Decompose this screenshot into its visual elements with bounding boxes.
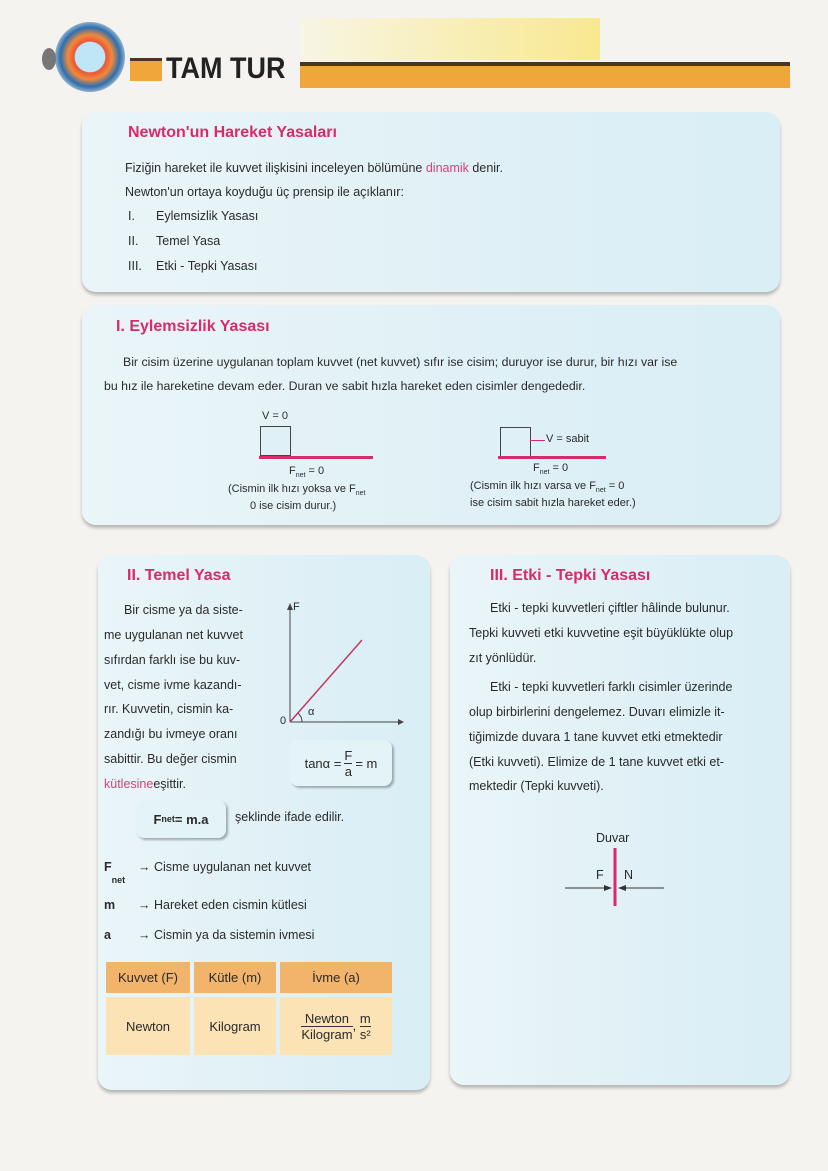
text: = 0 [549, 462, 569, 474]
text: net [161, 814, 175, 824]
intro-list-item [128, 209, 258, 223]
text-line: zandığı bu ivmeye oranı [104, 727, 238, 741]
text-line: me uygulanan net kuvvet [104, 628, 243, 642]
text: = m.a [174, 811, 209, 827]
units-table [102, 958, 396, 1059]
force-arrowhead [604, 885, 612, 891]
table-header: İvme (a) [280, 962, 392, 993]
header-accent-block [130, 58, 162, 81]
text: denir. [472, 161, 504, 175]
inertia-text-1: Bir cisim üzerine uygulanan toplam kuvvet (net kuvvet) sıfır ise cisim; duruyor ise durur, bir hızı var ise [123, 355, 678, 369]
inertia-title: I. Eylemsizlik Yasası [116, 318, 270, 335]
fraction [301, 1011, 352, 1042]
label: Temel Yasa [156, 234, 221, 248]
description: → Cismin ya da sistemin ivmesi [138, 928, 315, 942]
action-reaction-title: III. Etki - Tepki Yasası [490, 567, 651, 584]
normal-label: N [624, 868, 634, 882]
force-acceleration-graph [270, 600, 410, 730]
normal-arrowhead [618, 885, 626, 891]
wall-force-diagram [560, 848, 670, 908]
fnet-zero-left [289, 465, 324, 479]
legend-item [104, 928, 315, 942]
text: F [533, 462, 540, 474]
caption-right-2: ise cisim sabit hızla hareket eder.) [470, 497, 636, 509]
text-line: Bir cisme ya da siste- [124, 603, 243, 617]
num: III. [128, 259, 142, 273]
table-row [106, 997, 392, 1055]
text-line: olup birbirlerini dengelemez. Duvarı elimizle it- [469, 705, 725, 719]
formula-caption: şeklinde ifade edilir. [235, 810, 345, 824]
angle-arc [298, 713, 302, 722]
legend-item [104, 898, 307, 912]
text: net [295, 472, 306, 480]
highlight-term: kütlesine [104, 777, 154, 791]
text-line [104, 777, 186, 791]
caption-right-1 [470, 480, 624, 494]
fraction [344, 748, 352, 779]
graph-angle: α [308, 706, 315, 718]
header-glow [300, 18, 600, 60]
intro-title: Newton'un Hareket Yasaları [128, 124, 337, 141]
tan-formula [290, 740, 392, 786]
text: (Cismin ilk hızı varsa ve F [470, 480, 596, 492]
inertia-box [82, 305, 780, 525]
description: → Cisme uygulanan net kuvvet [138, 860, 312, 874]
v-zero-label: V = 0 [262, 410, 288, 422]
intro-list-item [128, 234, 220, 248]
wall-label: Duvar [596, 831, 630, 845]
graph-y-label: F [293, 601, 300, 613]
text: eşittir. [153, 777, 186, 791]
legend-item [104, 860, 312, 885]
text: F [153, 811, 162, 827]
table-header-row [106, 962, 392, 993]
text-line: zıt yönlüdür. [469, 651, 537, 665]
text: F [344, 747, 353, 763]
text-line: tiğimizde duvara 1 tane kuvvet etki etmektedir [469, 730, 723, 744]
intro-line-1 [125, 161, 503, 175]
text: = 0 [605, 480, 625, 492]
intro-line-2: Newton'un ortaya koyduğu üç prensip ile açıklanır: [125, 185, 404, 199]
text: net [539, 469, 550, 477]
fnet-zero-right [533, 462, 568, 476]
text: m [359, 1010, 371, 1026]
text: Fiziğin hareket ile kuvvet ilişkisini inceleyen bölümüne [125, 161, 423, 175]
intro-list-item [128, 259, 257, 273]
text: a [344, 763, 352, 779]
fraction [360, 1011, 371, 1042]
text: (Cismin ilk hızı yoksa ve F [228, 483, 356, 495]
symbol: F [104, 860, 112, 874]
table-cell: Kilogram [194, 997, 276, 1055]
table-cell-accel-units: $\frac{\text{Newton}}{\text{Kilogram}}$ , $\frac{m}{\text{s²}}$ [280, 997, 392, 1055]
header-title: TAM TUR [166, 52, 286, 85]
newton-second-law-formula [136, 800, 226, 838]
block-at-rest [260, 426, 291, 456]
text-line: sabittir. Bu değer cismin [104, 752, 237, 766]
text-line: Etki - tepki kuvvetleri çiftler hâlinde bulunur. [490, 601, 730, 615]
inertia-text-2: bu hız ile hareketine devam eder. Duran ve sabit hızla hareket eden cisimler dengededir. [104, 379, 586, 393]
caption-left-2: 0 ise cisim durur.) [250, 500, 337, 512]
symbol: m [104, 898, 116, 912]
table-header: Kütle (m) [194, 962, 276, 993]
caption-left-1 [228, 483, 365, 497]
header-bar [300, 62, 790, 88]
text-line: vet, cisme ivme kazandı- [104, 678, 242, 692]
text: tanα = [304, 755, 342, 771]
basic-law-title: II. Temel Yasa [127, 567, 231, 584]
text-line: Tepki kuvveti etki kuvvetine eşit büyüklükte olup [469, 626, 734, 640]
graph-origin: 0 [280, 715, 287, 727]
text: Kilogram [301, 1026, 353, 1042]
ground-line [498, 456, 606, 459]
v-sabit-label: V = sabit [546, 433, 590, 445]
text-line: mektedir (Tepki kuvveti). [469, 779, 604, 793]
text: net [595, 487, 606, 495]
text: F [289, 465, 296, 477]
num: I. [128, 209, 135, 223]
label: Etki - Tepki Yasası [156, 259, 258, 273]
text: net [355, 490, 366, 498]
text-line: (Etki kuvveti). Elimize de 1 tane kuvvet etki et- [469, 755, 724, 769]
moving-block [500, 427, 531, 457]
description: → Hareket eden cismin kütlesi [138, 898, 307, 912]
subscript: net [111, 874, 126, 885]
table-header: Kuvvet (F) [106, 962, 190, 993]
text-line: rır. Kuvvetin, cismin ka- [104, 702, 234, 716]
header-logo [55, 22, 125, 92]
ground-line [259, 456, 373, 459]
text-line: sıfırdan farklı ise bu kuv- [104, 653, 241, 667]
force-label: F [596, 868, 604, 882]
text: = m [355, 755, 378, 771]
num: II. [128, 234, 139, 248]
table-cell: Newton [106, 997, 190, 1055]
force-line [290, 640, 362, 722]
x-axis-arrow [398, 719, 404, 725]
text: Newton [301, 1011, 352, 1027]
velocity-arrow [530, 440, 545, 441]
header-logo-dot [42, 48, 56, 70]
text: s² [359, 1026, 371, 1042]
text: = 0 [305, 465, 325, 477]
text-line: Etki - tepki kuvvetleri farklı cisimler üzerinde [490, 680, 733, 694]
label: Eylemsizlik Yasası [156, 209, 259, 223]
symbol: a [104, 928, 111, 942]
highlight-term: dinamik [425, 161, 469, 175]
